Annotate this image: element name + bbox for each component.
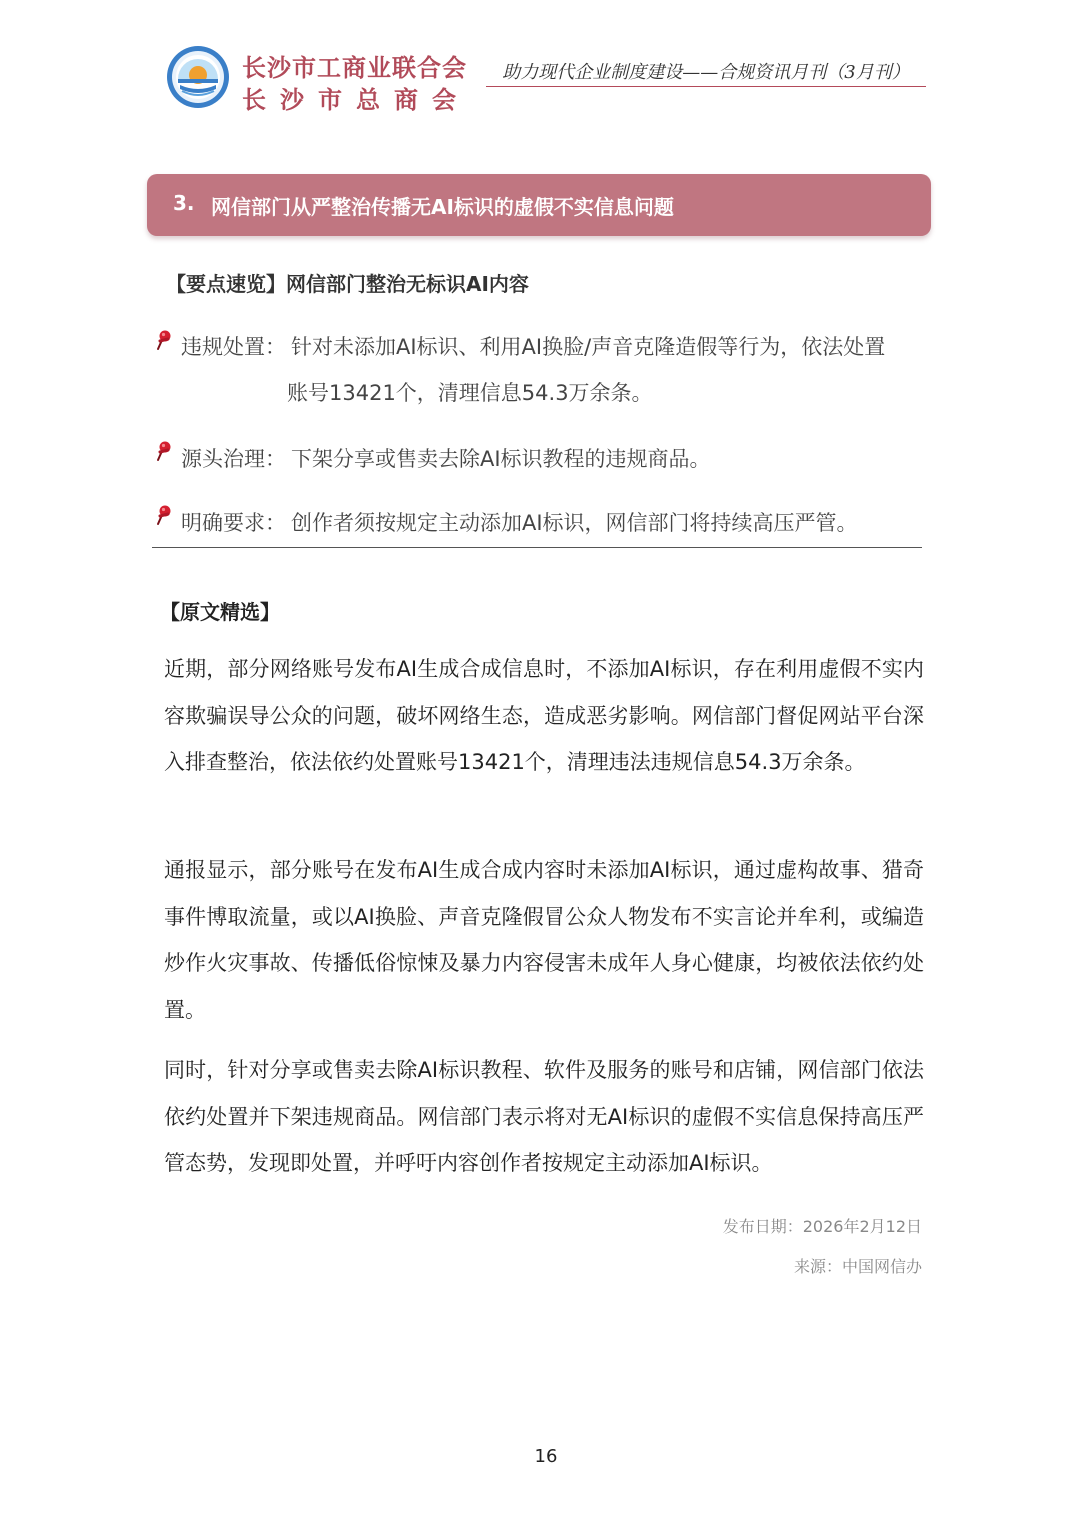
page-number: 16 [534,1446,558,1467]
section-banner [147,174,931,236]
section-title: 网信部门从严整治传播无AI标识的虚假不实信息问题 [211,195,674,219]
summary-item-continuation: 账号13421个，清理信息54.3万余条。 [287,381,653,405]
publication-title: 助力现代企业制度建设——合规资讯月刊（3月刊） [502,62,910,83]
summary-item-text: 创作者须按规定主动添加AI标识，网信部门将持续高压严管。 [291,511,858,535]
red-pushpin-icon [156,505,172,527]
summary-item-text: 下架分享或售卖去除AI标识教程的违规商品。 [291,447,711,471]
source-attribution: 来源：中国网信办 [793,1257,922,1276]
summary-item-label: 源头治理： [181,447,286,471]
excerpt-paragraph: 通报显示，部分账号在发布AI生成合成内容时未添加AI标识，通过虚构故事、猎奇事件博取流量，或以AI换脸、声音克隆假冒公众人物发布不实言论并牟利，或编造炒作火灾事故、传播低俗惊悚及暴力内容侵害未成年人身心健康，均被依法依约处置。 [164,858,924,1022]
section-number: 3. [173,191,195,215]
summary-divider [152,547,922,548]
chamber-of-commerce-emblem-icon [166,45,230,109]
summary-item-label: 明确要求： [181,511,286,535]
org-name-line1: 长沙市工商业联合会 [242,54,467,82]
publish-date: 发布日期：2026年2月12日 [722,1217,922,1236]
excerpt-heading: 【原文精选】 [160,600,280,624]
org-name-line2: 长沙市总商会 [242,86,470,114]
summary-item-label: 违规处置： [181,335,286,359]
red-pushpin-icon [156,330,172,352]
excerpt-paragraph: 同时，针对分享或售卖去除AI标识教程、软件及服务的账号和店铺，网信部门依法依约处置并下架违规商品。网信部门表示将对无AI标识的虚假不实信息保持高压严管态势，发现即处置，并呼吁内容创作者按规定主动添加AI标识。 [164,1058,924,1175]
summary-heading: 【要点速览】网信部门整治无标识AI内容 [166,272,529,296]
summary-item-text: 针对未添加AI标识、利用AI换脸/声音克隆造假等行为，依法处置 [291,335,886,359]
excerpt-paragraph: 近期，部分网络账号发布AI生成合成信息时，不添加AI标识，存在利用虚假不实内容欺骗误导公众的问题，破坏网络生态，造成恶劣影响。网信部门督促网站平台深入排查整治，依法依约处置账号13421个，清理违法违规信息54.3万余条。 [164,657,924,774]
header-divider [486,86,926,87]
red-pushpin-icon [156,441,172,463]
